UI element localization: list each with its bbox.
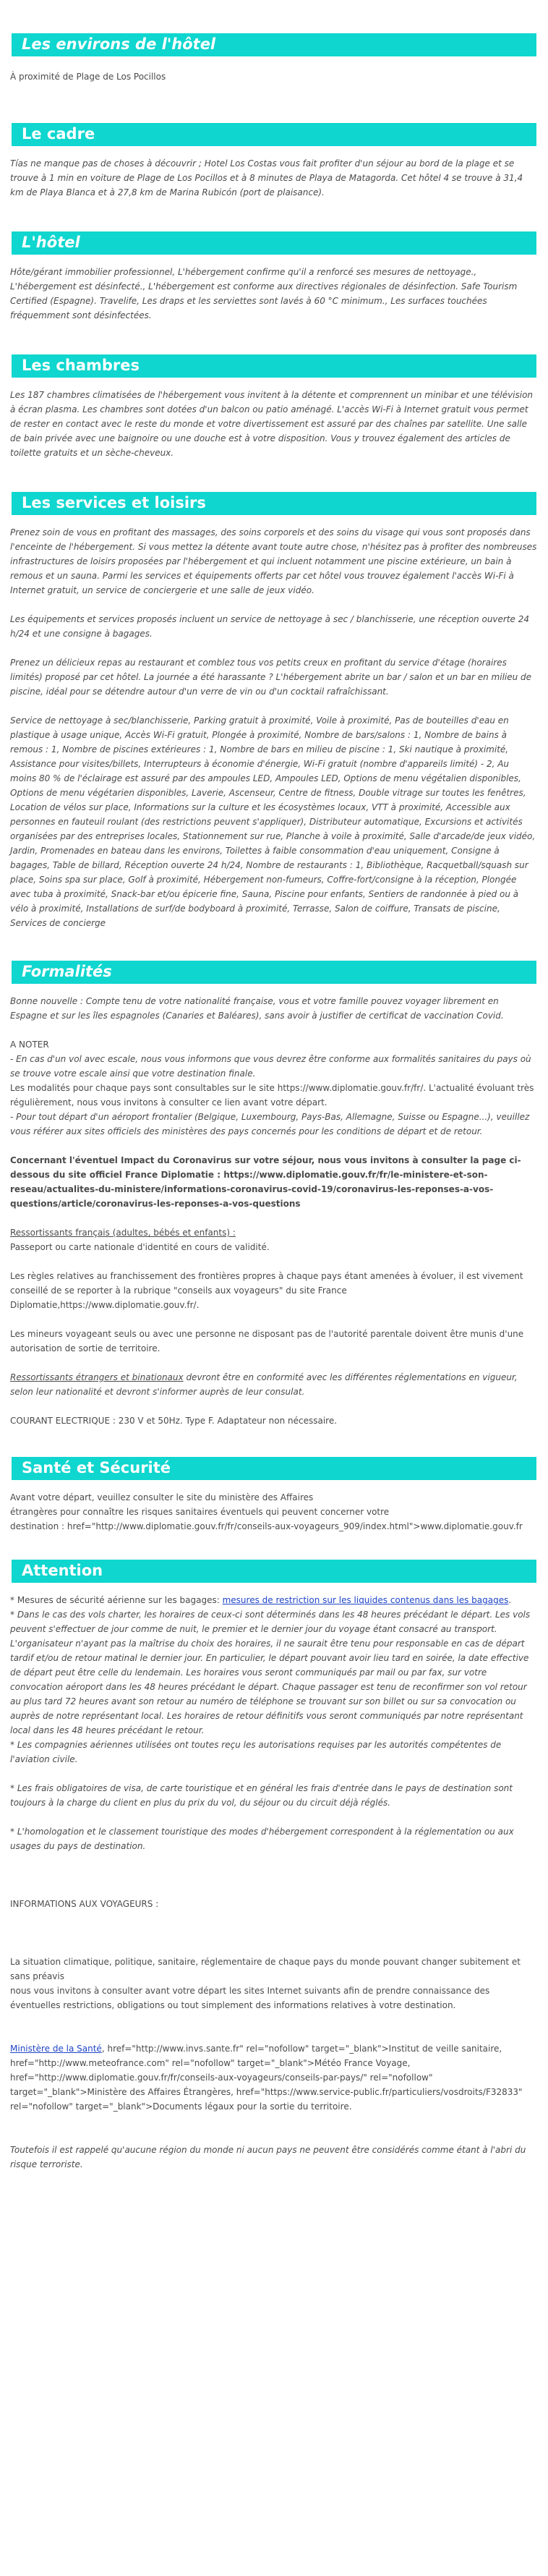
sante-l3: destination : href="http://www.diplomatie.gouv.fr/fr/conseils-aux-voyageurs_909/index.html">www.diplomatie.gouv.fr bbox=[10, 1521, 523, 1531]
formalites-courant: COURANT ELECTRIQUE : 230 V et 50Hz. Type F. Adaptateur non nécessaire. bbox=[10, 1416, 338, 1426]
section-title-formalites: Formalités bbox=[12, 961, 536, 984]
section-title-hotel: L'hôtel bbox=[12, 231, 536, 255]
spacer bbox=[10, 1534, 538, 1560]
environs-text: À proximité de Plage de Los Pocillos bbox=[10, 72, 166, 82]
formalites-p1: Bonne nouvelle : Compte tenu de votre nationalité française, vous et votre famille pouvez voyager librement en Espagne et sur les îles espagnoles (Canaries et Baléares), sans avoir à justifier de certificat de vaccination Covid. bbox=[10, 996, 504, 1021]
ministere-sante-link[interactable]: Ministère de la Santé bbox=[10, 2044, 102, 2054]
services-p4: Service de nettoyage à sec/blanchisserie, Parking gratuit à proximité, Voile à proximité, Pas de bouteilles d'eau en plastique à usage unique, Accès Wi-Fi gratuit, Plongée à proximité, Nombre de bars/salons : 1, Nombre de bains à remous : 1, Nombre de piscines extérieures : 1, Nombre de bars en milieu de piscine : 1, Ski nautique à proximité, Assistance pour visites/billets, Interrupteurs à économie d'énergie, Wi-Fi gratuit (nombre d'appareils limité) - 2, Au moins 80 % de l'éclairage est assuré par des ampoules LED, Ampoules LED, Options de menu végétalien disponibles, Options de menu végétarien disponibles, Laverie, Ascenseur, Centre de fitness, Double vitrage sur toutes les fenêtres, Location de vélos sur place, Informations sur la culture et les écosystèmes locaux, VTT à proximité, Accessible aux personnes en fauteuil roulant (des restrictions peuvent s'appliquer), Distributeur automatique, Excursions et activités organisées par des entreprises locales, Stationnement sur rue, Planche à voile à proximité, Salle d'arcade/de jeux vidéo, Jardin, Promenades en bateau dans les environs, Toilettes à faible consommation d'eau uniquement, Consigne à bagages, Table de billard, Réception ouverte 24 h/24, Nombre de restaurants : 1, Bibliothèque, Racquetball/squash sur place, Soins spa sur place, Golf à proximité, Hébergement non-fumeurs, Coffre-fort/consigne à la réception, Plongée avec tuba à proximité, Snack-bar et/ou épicerie fine, Sauna, Piscine pour enfants, Sentiers de randonnée à pied ou à vélo à proximité, Installations de surf/de bodyboard à proximité, Terrasse, Salon de coiffure, Transats de piscine, Services de concierge bbox=[10, 715, 536, 928]
chambres-text: Les 187 chambres climatisées de l'hébergement vous invitent à la détente et comprennent un minibar et une télévision à écran plasma. Les chambres sont dotées d'un balcon ou patio aménagé. L'accès Wi-Fi à Internet gratuit vous permet de rester en contact avec le reste du monde et votre divertissement est assuré par des chaînes par satellite. Une salle de bain privée avec une baignoire ou une douche est à votre disposition. Vous y trouvez également des articles de toilette gratuits et un sèche-cheveux. bbox=[10, 390, 534, 458]
spacer bbox=[10, 460, 538, 492]
spacer bbox=[10, 84, 538, 123]
ressetr-heading: Ressortissants étrangers et binationaux bbox=[10, 1372, 184, 1382]
attention-links bbox=[10, 2041, 538, 2114]
section-title-sante: Santé et Sécurité bbox=[12, 1457, 536, 1480]
formalites-mineurs: Les mineurs voyageant seuls ou avec une personne ne disposant pas de l'autorité parentale doivent être munis d'une autorisation de sortie de territoire. bbox=[10, 1329, 524, 1353]
formalites-n1: - En cas d'un vol avec escale, nous vous informons que vous devrez être conforme aux formalités sanitaires du pays où se trouve votre escale ainsi que votre destination finale. bbox=[10, 1054, 531, 1079]
attention-last: Toutefois il est rappelé qu'aucune région du monde ni aucun pays ne peuvent être considérés comme étant à l'abri du risque terroriste. bbox=[10, 2145, 526, 2169]
formalites-n2: Les modalités pour chaque pays sont consultables sur le site https://www.diplomatie.gouv.fr/fr/. L'actualité évoluant très régulièrement, nous vous invitons à consulter ce lien avant votre départ. bbox=[10, 1083, 534, 1108]
services-p1: Prenez soin de vous en profitant des massages, des soins corporels et des soins du visage qui vous sont proposés dans l'enceinte de l'hébergement. Si vous mettez la détente avant toute autre chose, n'hésitez pas à profiter des nombreuses infrastructures de loisirs proposées par l'hébergement et qui incluent notamment une piscine extérieure, un bain à remous et un sauna. Parmi les services et équipements offerts par cet hôtel vous trouvez également l'accès Wi-Fi à Internet gratuit, un service de conciergerie et une salle de jeux vidéo. bbox=[10, 527, 537, 595]
spacer bbox=[10, 323, 538, 354]
section-title-cadre: Le cadre bbox=[12, 123, 536, 146]
attention-sit2: nous vous invitons à consulter avant votre départ les sites Internet suivants afin de prendre connaissance des éventuelles restrictions, obligations ou tout simplement des informations relatives à votre destination. bbox=[10, 1986, 490, 2010]
attention-a2: * Dans le cas des vols charter, les horaires de ceux-ci sont déterminés dans les 48 heures précédant le départ. Les vols peuvent s'effectuer de jour comme de nuit, le premier et le dernier jour du voyage étant consacré au transport. L'organisateur n'ayant pas la maîtrise du choix des horaires, il ne saurait être tenu pour responsable en cas de départ tardif et/ou de retour matinal le dernier jour. En particulier, le départ pouvant avoir lieu tard en soirée, la date effective de départ peut être celle du lendemain. Les horaires vous seront communiqués par mail ou par fax, sur votre convocation aéroport dans les 48 heures précédant le départ. Chaque passager est tenu de reconfirmer son vol retour au plus tard 72 heures avant son retour au numéro de téléphone se trouvant sur son billet ou sur sa convocation ou auprès de notre représentant local. Les horaires de retour définitifs vous seront communiqués par notre représentant local dans les 48 heures précédant le retour. bbox=[10, 1610, 531, 1735]
attention-a1 bbox=[10, 1593, 538, 1607]
spacer bbox=[10, 930, 538, 961]
a1-suffix: . bbox=[508, 1595, 512, 1605]
hotel-text: Hôte/gérant immobilier professionnel, L'hébergement confirme qu'il a renforcé ses mesures de nettoyage., L'hébergement est désinfecté., L'hébergement est conforme aux directives régionales de désinfection. Safe Tourism Certified (Espagne). Travelife, Les draps et les serviettes sont lavés à 60 °C minimum., Les surfaces touchées fréquemment sont désinfectées. bbox=[10, 267, 518, 320]
spacer bbox=[10, 200, 538, 231]
services-p3: Prenez un délicieux repas au restaurant et comblez tous vos petits creux en profitant du service d'étage (horaires limités) proposé par cet hôtel. La journée a été harassante ? L'hébergement abrite un bar / salon et un bar en milieu de piscine, idéal pour se détendre autour d'un verre de vin ou d'un cocktail rafraîchissant. bbox=[10, 658, 532, 697]
formalites-n3: - Pour tout départ d'un aéroport frontalier (Belgique, Luxembourg, Pays-Bas, Allemagne, Suisse ou Espagne...), veuillez vous référer aux sites officiels des ministères des pays concernés pour les conditions de départ et de retour. bbox=[10, 1112, 530, 1136]
section-title-chambres: Les chambres bbox=[12, 354, 536, 378]
section-title-environs: Les environs de l'hôtel bbox=[12, 33, 536, 56]
attention-a5: * L'homologation et le classement touristique des modes d'hébergement correspondent à la réglementation ou aux usages du pays de destination. bbox=[10, 1827, 514, 1851]
formalites-ressfr: Ressortissants français (adultes, bébés et enfants) : bbox=[10, 1228, 236, 1238]
sante-l1: Avant votre départ, veuillez consulter le site du ministère des Affaires bbox=[10, 1492, 314, 1502]
top-spacer bbox=[10, 0, 538, 33]
sante-l2: étrangères pour connaître les risques sanitaires éventuels qui peuvent concerner votre bbox=[10, 1507, 390, 1517]
attention-sit1: La situation climatique, politique, sanitaire, réglementaire de chaque pays du monde pouvant changer subitement et sans préavis bbox=[10, 1957, 521, 1981]
liquids-restriction-link[interactable]: mesures de restriction sur les liquides contenus dans les bagages bbox=[222, 1595, 509, 1605]
section-title-attention: Attention bbox=[12, 1560, 536, 1583]
links-rest: , href="http://www.invs.sante.fr" rel="nofollow" target="_blank">Institut de veille sanitaire, href="http://www.meteofrance.com" rel="nofollow" target="_blank">Météo France Voyage, href="http://www.diplomatie.gouv.fr/fr/conseils-aux-voyageurs/conseils-par-pays/" rel="nofollow" target="_blank">Ministère des Affaires Étrangères, href="https://www.service-public.fr/particuliers/vosdroits/F32833" rel="nofollow" target="_blank">Documents légaux pour la sortie du territoire. bbox=[10, 2044, 523, 2112]
section-title-services: Les services et loisirs bbox=[12, 492, 536, 515]
attention-a4: * Les frais obligatoires de visa, de carte touristique et en général les frais d'entrée dans le pays de destination sont toujours à la charge du client en plus du prix du vol, du séjour ou du circuit déjà réglés. bbox=[10, 1783, 513, 1808]
formalites-corona: Concernant l'éventuel Impact du Coronavirus sur votre séjour, nous vous invitons à consulter la page ci-dessous du site officiel France Diplomatie : https://www.diplomatie.gouv.fr/fr/le-ministere-et-son-reseau/actualites-du-ministere/informations-coronavirus-covid-19/coronavirus-les-reponses-a-vos-questions/article/coronavirus-les-reponses-a-vos-questions bbox=[10, 1155, 521, 1209]
formalites-passport: Passeport ou carte nationale d'identité en cours de validité. bbox=[10, 1242, 270, 1252]
a1-prefix: * Mesures de sécurité aérienne sur les bagages: bbox=[10, 1595, 223, 1605]
ressetr-rest: devront être en conformité avec les différentes réglementations en vigueur, selon leur nationalité et devront s'informer auprès de leur consulat. bbox=[10, 1372, 518, 1397]
services-p2: Les équipements et services proposés incluent un service de nettoyage à sec / blanchisserie, une réception ouverte 24 h/24 et une consigne à bagages. bbox=[10, 614, 530, 639]
spacer bbox=[10, 1428, 538, 1457]
formalites-ressetr bbox=[10, 1370, 538, 1399]
attention-info: INFORMATIONS AUX VOYAGEURS : bbox=[10, 1899, 159, 1909]
cadre-text: Tías ne manque pas de choses à découvrir ; Hotel Los Costas vous fait profiter d'un séjour au bord de la plage et se trouve à 1 min en voiture de Plage de Los Pocillos et à 8 minutes de Playa de Matagorda. Cet hôtel 4 se trouve à 31,4 km de Playa Blanca et à 27,8 km de Marina Rubicón (port de plaisance). bbox=[10, 158, 523, 197]
formalites-regles: Les règles relatives au franchissement des frontières propres à chaque pays étant amenées à évoluer, il est vivement conseillé de se reporter à la rubrique "conseils aux voyageurs" du site France Diplomatie,https://www.diplomatie.gouv.fr/. bbox=[10, 1271, 523, 1310]
formalites-nota: A NOTER bbox=[10, 1040, 49, 1050]
attention-a3: * Les compagnies aériennes utilisées ont toutes reçu les autorisations requises par les autorités compétentes de l'aviation civile. bbox=[10, 1740, 502, 1764]
